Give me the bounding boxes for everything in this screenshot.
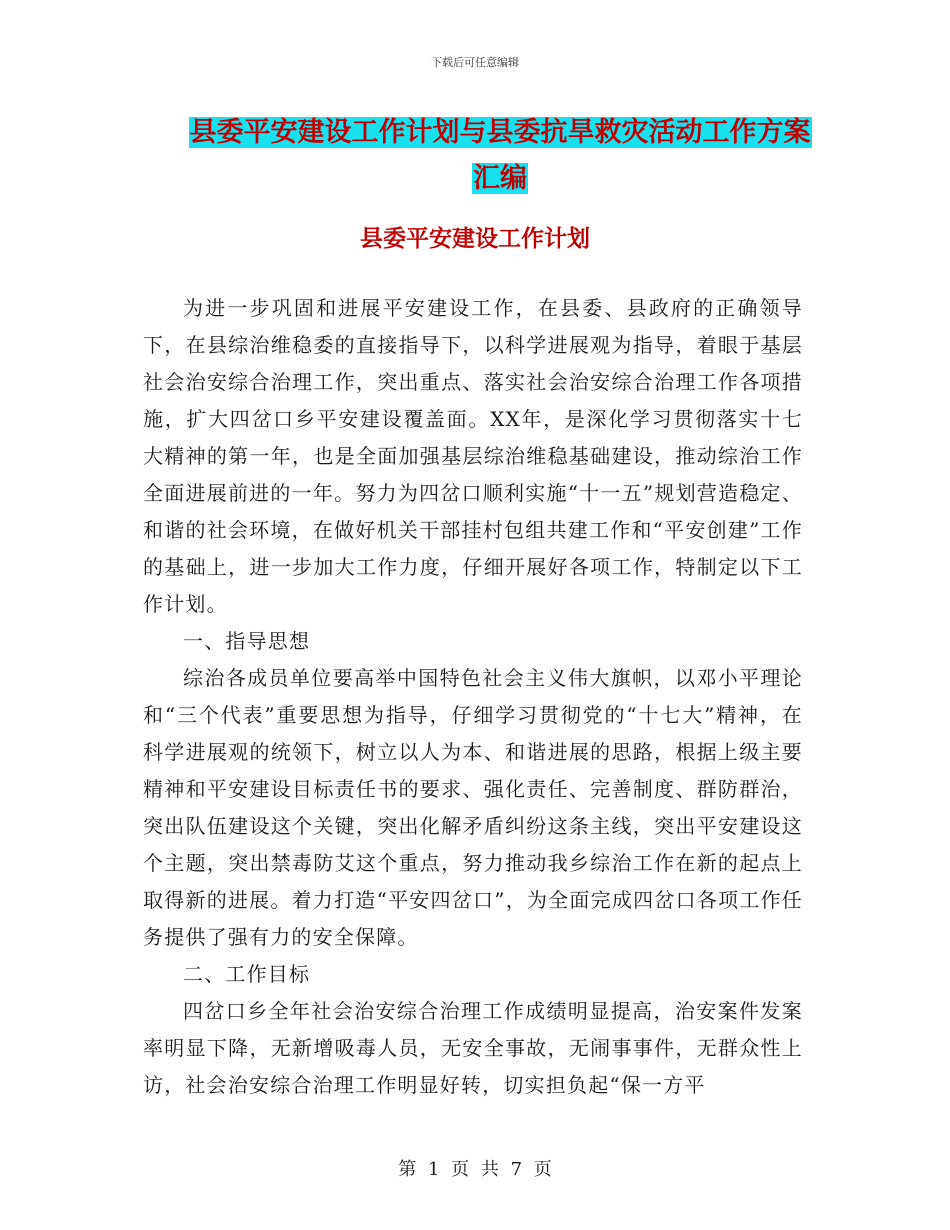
document-title-line2: 汇编 xyxy=(473,163,527,194)
section-title: 县委平安建设工作计划 xyxy=(360,225,590,252)
document-body xyxy=(143,290,803,1104)
paragraph-guiding-ideology: 综治各成员单位要高举中国特色社会主义伟大旗帜，以邓小平理论和“三个代表”重要思想为指导，仔细学习贯彻党的“十七大”精神，在科学进展观的统领下，树立以人为本、和谐进展的思路，根据上级主要精神和平安建设目标责任书的要求、强化责任、完善制度、群防群治，突出队伍建设这个关键，突出化解矛盾纠纷这条主线，突出平安建设这个主题，突出禁毒防艾这个重点，努力推动我乡综治工作在新的起点上取得新的进展。着力打造“平安四岔口”，为全面完成四岔口各项工作任务提供了强有力的安全保障。 xyxy=(143,666,803,949)
paragraph-work-goals: 四岔口乡全年社会治安综合治理工作成绩明显提高，治安案件发案率明显下降，无新增吸毒人员，无安全事故，无闹事事件，无群众性上访，社会治安综合治理工作明显好转，切实担负起“保一方平 xyxy=(143,999,803,1097)
document-title-line1: 县委平安建设工作计划与县委抗旱救灾活动工作方案 xyxy=(189,117,811,148)
header-note: 下载后可任意编辑 xyxy=(431,56,519,69)
document-title xyxy=(140,110,860,202)
page-footer: 第 1 页 共 7 页 xyxy=(398,1159,552,1180)
paragraph-intro: 为进一步巩固和进展平安建设工作，在县委、县政府的正确领导下，在县综治维稳委的直接指导下，以科学进展观为指导，着眼于基层社会治安综合治理工作，突出重点、落实社会治安综合治理工作各项措施，扩大四岔口乡平安建设覆盖面。XX年，是深化学习贯彻落实十七大精神的第一年，也是全面加强基层综治维稳基础建设，推动综治工作全面进展前进的一年。努力为四岔口顺利实施“十一五”规划营造稳定、和谐的社会环境，在做好机关干部挂村包组共建工作和“平安创建”工作的基础上，进一步加大工作力度，仔细开展好各项工作，特制定以下工作计划。 xyxy=(143,296,803,616)
heading-work-goals: 二、工作目标 xyxy=(183,962,311,986)
heading-guiding-ideology: 一、指导思想 xyxy=(183,629,311,653)
